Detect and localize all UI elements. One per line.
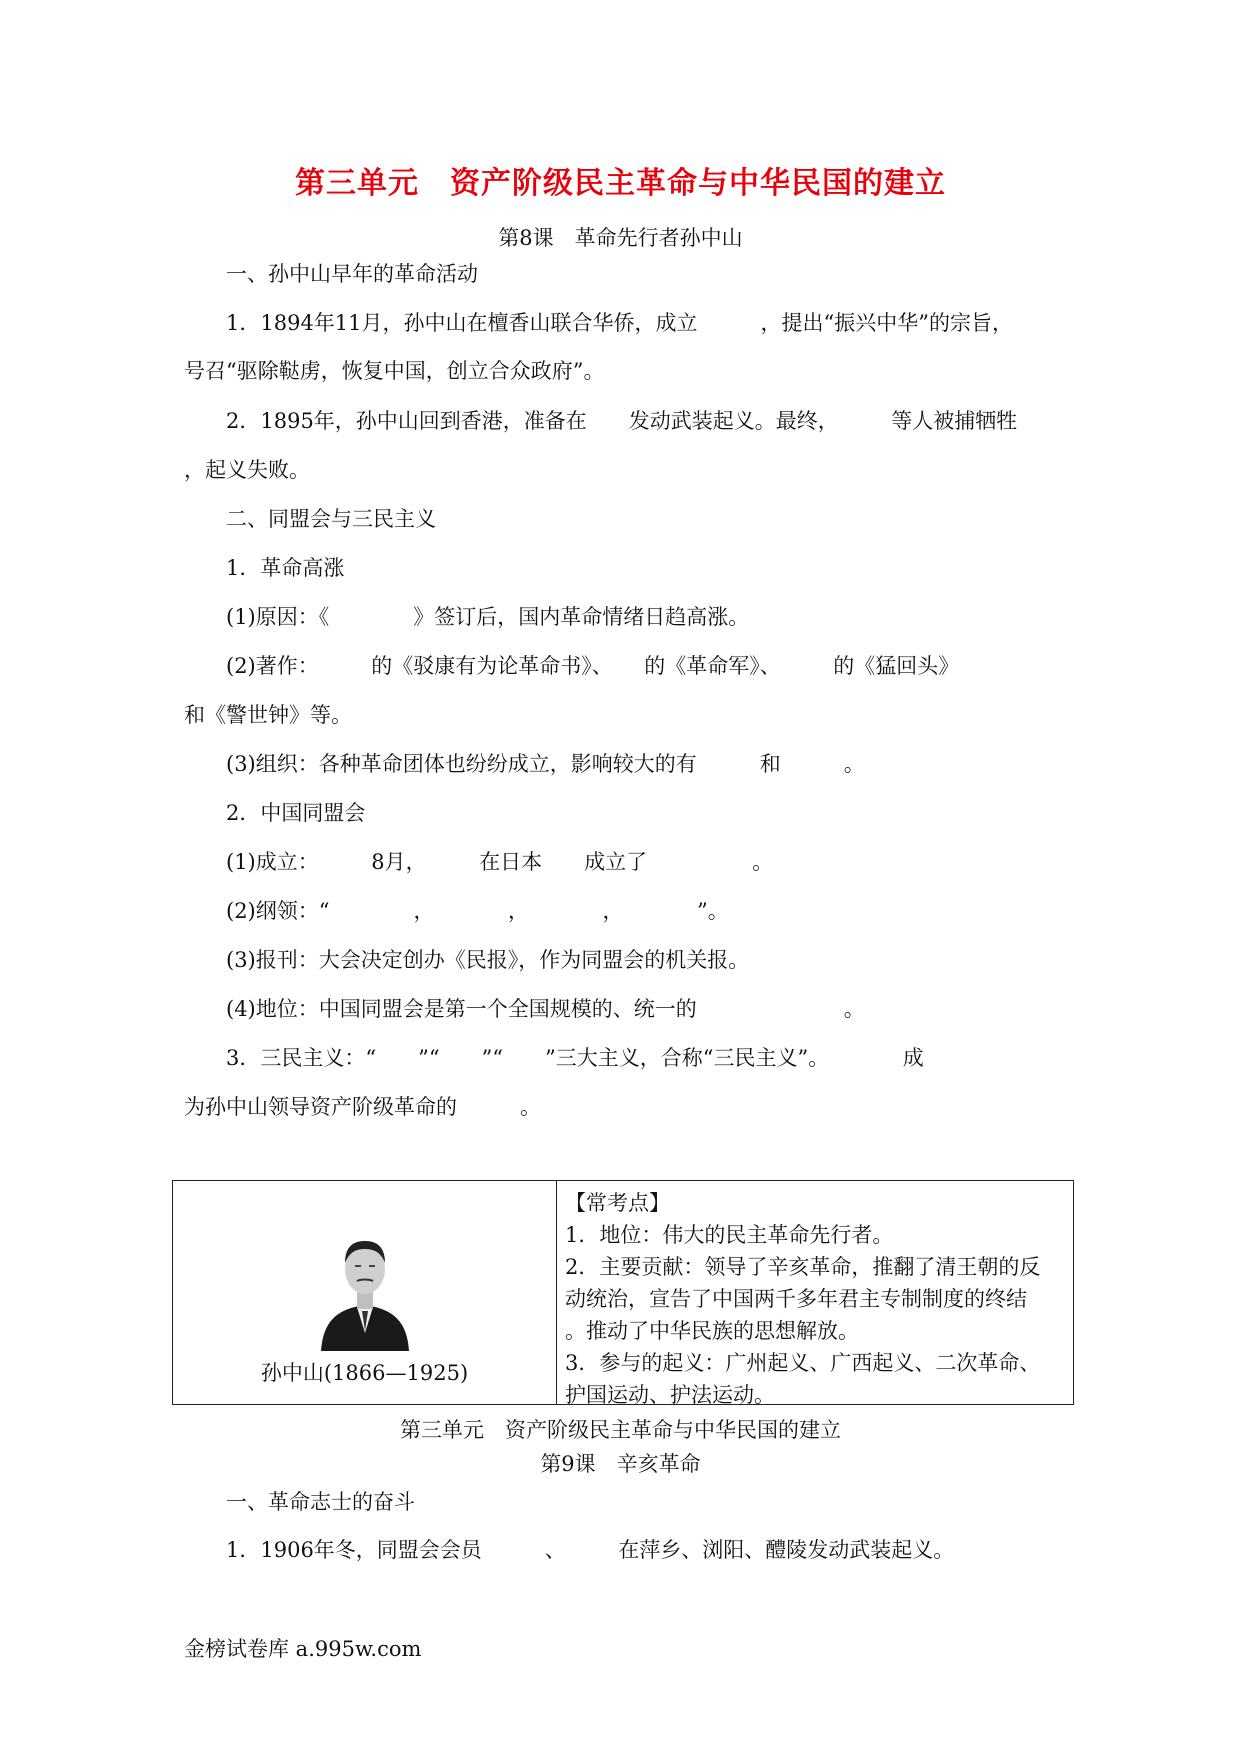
sub-1-works-line-2: 和《警世钟》等。: [184, 703, 352, 727]
lesson-9-unit-title: 第三单元 资产阶级民主革命与中华民国的建立: [400, 1418, 841, 1442]
key-point-line: 。推动了中华民族的思想解放。: [565, 1319, 859, 1343]
table-divider: [556, 1181, 557, 1404]
para-2-line-2: ，起义失败。: [184, 458, 310, 482]
footer-watermark: 金榜试卷库 a.995w.com: [184, 1637, 422, 1661]
para-2-line-1: 2．1895年，孙中山回到香港，准备在 发动武装起义。最终， 等人被捕牺牲: [226, 409, 1018, 433]
sub-1-works-line-1: (2)著作： 的《驳康有为论革命书》、 的《革命军》、 的《猛回头》: [226, 654, 960, 678]
sub-1-heading: 1．革命高涨: [226, 556, 345, 580]
sub-2-status: (4)地位：中国同盟会是第一个全国规模的、统一的 。: [226, 997, 865, 1021]
sub-2-newspaper: (3)报刊：大会决定创办《民报》，作为同盟会的机关报。: [226, 948, 750, 972]
sub-2-heading: 2．中国同盟会: [226, 801, 366, 825]
key-point-line: 2．主要贡献：领导了辛亥革命，推翻了清王朝的反: [565, 1255, 1041, 1279]
lesson-9-title: 第9课 辛亥革命: [540, 1452, 701, 1476]
sub-3-line-2: 为孙中山领导资产阶级革命的 。: [184, 1095, 541, 1119]
sub-1-organizations: (3)组织：各种革命团体也纷纷成立，影响较大的有 和 。: [226, 752, 865, 776]
lesson-8-title: 第8课 革命先行者孙中山: [498, 226, 743, 250]
key-points-heading: 【常考点】: [565, 1191, 670, 1215]
unit-title: 第三单元 资产阶级民主革命与中华民国的建立: [295, 166, 946, 201]
para-1-line-2: 号召“驱除鞑虏，恢复中国，创立合众政府”。: [184, 359, 605, 383]
key-points-cell: [565, 1187, 1069, 1411]
key-point-line: 3．参与的起义：广州起义、广西起义、二次革命、: [565, 1351, 1041, 1375]
section-1-heading: 一、孙中山早年的革命活动: [226, 262, 478, 286]
portrait-photo-icon: [313, 1221, 417, 1351]
sub-2-program: (2)纲领：“ ， ， ， ”。: [226, 899, 729, 923]
key-point-line: 1．地位：伟大的民主革命先行者。: [565, 1223, 894, 1247]
lesson-9-section-1-heading: 一、革命志士的奋斗: [226, 1490, 415, 1514]
key-points-table: [172, 1180, 1074, 1405]
section-2-heading: 二、同盟会与三民主义: [226, 507, 436, 531]
sub-2-founding: (1)成立： 8月， 在日本 成立了 。: [226, 850, 774, 874]
para-1-line-1: 1．1894年11月，孙中山在檀香山联合华侨，成立 ，提出“振兴中华”的宗旨，: [226, 311, 1013, 335]
photo-caption: 孙中山(1866—1925): [260, 1361, 469, 1385]
key-point-line: 动统治，宣告了中国两千多年君主专制制度的终结: [565, 1287, 1027, 1311]
sub-1-cause: (1)原因：《 》签订后，国内革命情绪日趋高涨。: [226, 605, 750, 629]
lesson-9-para-1: 1．1906年冬，同盟会会员 、 在萍乡、浏阳、醴陵发动武装起义。: [226, 1538, 955, 1562]
key-point-line: 护国运动、护法运动。: [565, 1383, 775, 1407]
sub-3-line-1: 3．三民主义：“ ”“ ”“ ”三大主义，合称“三民主义”。 成: [226, 1046, 924, 1070]
